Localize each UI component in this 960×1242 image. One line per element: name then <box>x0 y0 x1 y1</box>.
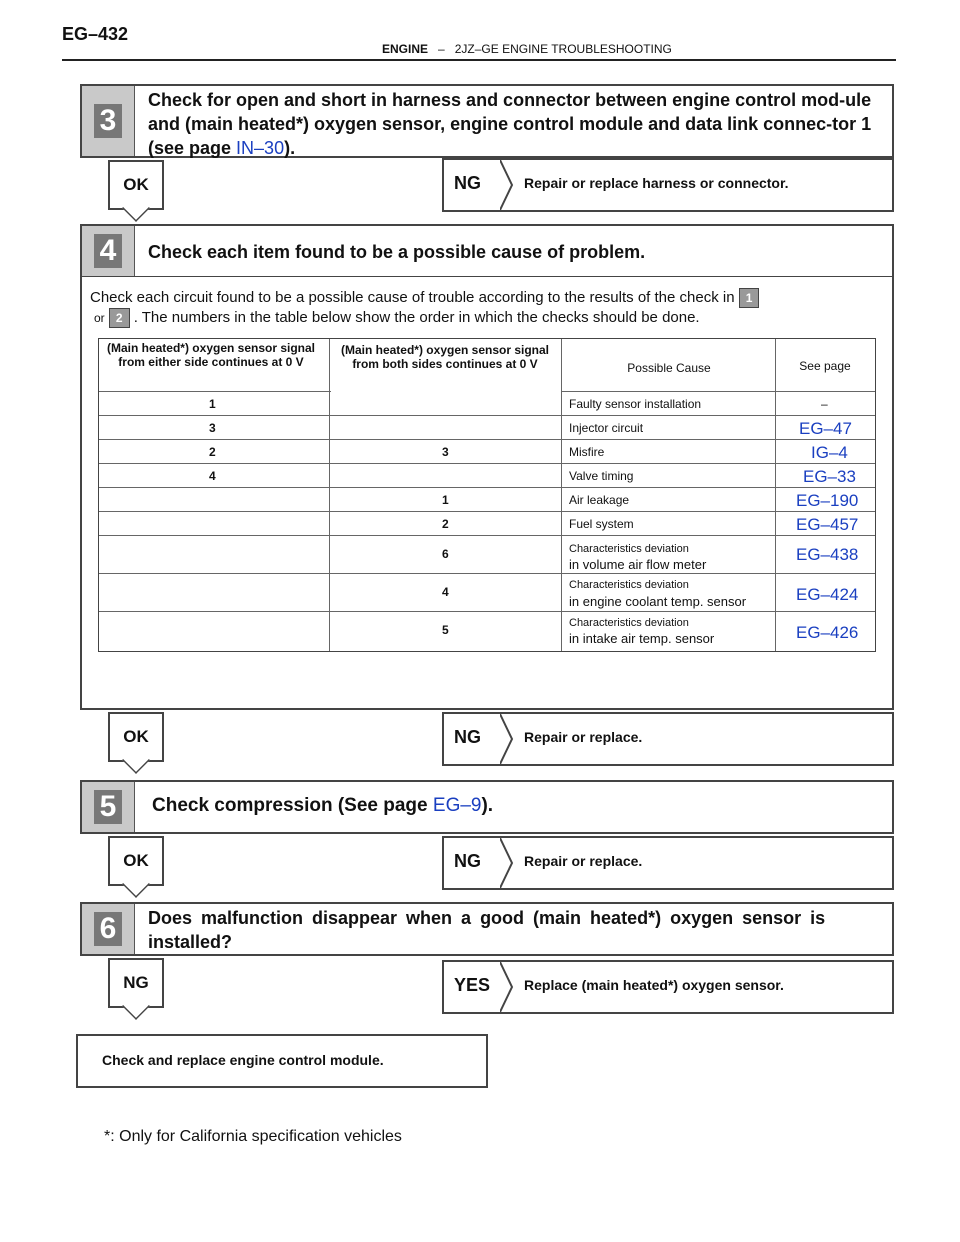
see-page-link[interactable]: EG–424 <box>796 585 859 604</box>
step-4-intro-line2: . The numbers in the table below show the order in which the checks should be done. <box>133 309 700 326</box>
cause-text: Fuel system <box>569 517 634 531</box>
table-row-rule <box>99 415 875 416</box>
step-4-intro <box>90 288 870 328</box>
header-see-page: See page <box>799 359 851 373</box>
cause-text: Characteristics deviation <box>569 579 689 591</box>
see-page-link[interactable]: IG–4 <box>811 443 848 462</box>
step-6-ng-branch <box>108 958 164 1008</box>
step-3-box <box>80 84 894 158</box>
chevron-right-icon <box>500 962 514 1012</box>
order-either: 1 <box>209 397 216 411</box>
step-3-page-link[interactable]: IN–30 <box>236 138 285 158</box>
step-4-ok-label: OK <box>123 727 149 746</box>
step-6-badge <box>82 904 135 954</box>
step-5-ng-branch <box>442 836 894 890</box>
step-4-badge <box>82 226 135 276</box>
step-5-text <box>152 794 876 818</box>
step-3-text-main: Check for open and short in harness and connector between engine control mod-ule and (main heated*) oxygen sensor, engine control module and data link connec-tor 1 (see page <box>148 90 872 158</box>
order-both: 3 <box>442 445 449 459</box>
table-row-rule <box>99 511 875 512</box>
ref-box-2: 2 <box>109 308 130 328</box>
step-4-ng-label: NG <box>454 727 481 747</box>
cause-detail: in engine coolant temp. sensor <box>569 594 747 609</box>
step-4-title-rule <box>82 276 892 277</box>
order-either: 2 <box>209 445 216 459</box>
step-3-ng-action: Repair or replace harness or connector. <box>524 175 789 191</box>
header-either-side: (Main heated*) oxygen sensor signal from either side continues at 0 V <box>106 341 316 369</box>
step-4-ng-branch <box>442 712 894 766</box>
step-3-ng-label: NG <box>454 173 481 193</box>
table-header-rule <box>561 391 875 392</box>
step-5-ng-action: Repair or replace. <box>524 853 643 869</box>
table-header-rule <box>99 391 331 392</box>
step-3-text <box>148 88 876 160</box>
table-row-rule <box>99 573 875 574</box>
final-action-box <box>76 1034 488 1088</box>
cause-text: Characteristics deviation <box>569 543 689 555</box>
final-action-text: Check and replace engine control module. <box>102 1052 384 1068</box>
see-page-link[interactable]: EG–426 <box>796 623 859 642</box>
see-page-link[interactable]: EG–47 <box>799 419 852 438</box>
table-row-rule <box>99 535 875 536</box>
cause-text: Misfire <box>569 445 605 459</box>
page-number: EG–432 <box>62 24 129 44</box>
order-either: 3 <box>209 421 216 435</box>
step-5-badge <box>82 782 135 832</box>
step-3-ok-label: OK <box>123 175 149 194</box>
step-4-number: 4 <box>94 234 123 268</box>
chevron-right-icon <box>500 838 514 888</box>
step-5-page-link[interactable]: EG–9 <box>432 795 482 816</box>
step-4-ng-action: Repair or replace. <box>524 729 643 745</box>
cause-text: Air leakage <box>569 493 630 507</box>
step-6-yes-label: YES <box>454 975 491 995</box>
see-page-link[interactable]: EG–438 <box>796 545 859 564</box>
header-possible-cause: Possible Cause <box>627 361 711 375</box>
possible-cause-table <box>98 338 876 652</box>
cause-text: Valve timing <box>569 469 634 483</box>
step-5-ok-label: OK <box>123 851 149 870</box>
header-rule <box>62 59 896 61</box>
order-both: 5 <box>442 623 449 637</box>
ref-box-1: 1 <box>739 288 760 308</box>
step-4-ok-branch <box>108 712 164 762</box>
step-3-badge <box>82 86 135 156</box>
step-5-text-end: ). <box>481 795 494 816</box>
see-page-link[interactable]: EG–33 <box>803 467 856 486</box>
chevron-right-icon <box>500 714 514 764</box>
table-divider <box>561 339 562 651</box>
table-row-rule <box>99 611 875 612</box>
step-6-yes-branch <box>442 960 894 1014</box>
step-6-yes-action: Replace (main heated*) oxygen sensor. <box>524 977 784 993</box>
cause-detail: in volume air flow meter <box>569 557 707 572</box>
cause-text: Characteristics deviation <box>569 617 689 629</box>
step-3-number: 3 <box>94 104 123 138</box>
step-5-ok-branch <box>108 836 164 886</box>
header-separator: – <box>438 42 445 56</box>
table-row-rule <box>99 439 875 440</box>
step-4-intro-line1: Check each circuit found to be a possible cause of trouble according to the results of the check in <box>90 289 735 306</box>
section-subtitle: 2JZ–GE ENGINE TROUBLESHOOTING <box>454 42 672 56</box>
order-either: 4 <box>209 469 216 483</box>
step-3-ok-branch <box>108 160 164 210</box>
step-5-text-main: Check compression (See page <box>152 795 433 816</box>
order-both: 6 <box>442 547 449 561</box>
table-row-rule <box>99 463 875 464</box>
order-both: 1 <box>442 493 449 507</box>
table-divider <box>329 339 330 651</box>
cause-text: Injector circuit <box>569 421 644 435</box>
step-6-text: Does malfunction disappear when a good (main heated*) oxygen sensor is installed? <box>148 908 826 952</box>
table-divider <box>775 339 776 651</box>
footnote: *: Only for California specification vehicles <box>104 1128 402 1145</box>
step-3-text-end: ). <box>284 138 296 158</box>
step-6-ng-label: NG <box>123 973 149 992</box>
step-6-number: 6 <box>94 912 123 946</box>
cause-text: Faulty sensor installation <box>569 397 702 411</box>
see-page-value: – <box>821 397 828 411</box>
header-both-sides: (Main heated*) oxygen sensor signal from both sides continues at 0 V <box>340 343 550 371</box>
step-5-box <box>80 780 894 834</box>
order-both: 4 <box>442 585 449 599</box>
see-page-link[interactable]: EG–457 <box>796 515 859 534</box>
step-3-ng-branch <box>442 158 894 212</box>
step-5-ng-label: NG <box>454 851 481 871</box>
section-name: ENGINE <box>382 42 429 56</box>
running-header <box>382 42 672 56</box>
ref-or: or <box>94 311 105 325</box>
order-both: 2 <box>442 517 449 531</box>
see-page-link[interactable]: EG–190 <box>796 491 859 510</box>
step-5-number: 5 <box>94 790 123 824</box>
step-4-title: Check each item found to be a possible cause of problem. <box>148 242 646 262</box>
cause-detail: in intake air temp. sensor <box>569 631 715 646</box>
chevron-right-icon <box>500 160 514 210</box>
step-6-box <box>80 902 894 956</box>
table-row-rule <box>99 487 875 488</box>
